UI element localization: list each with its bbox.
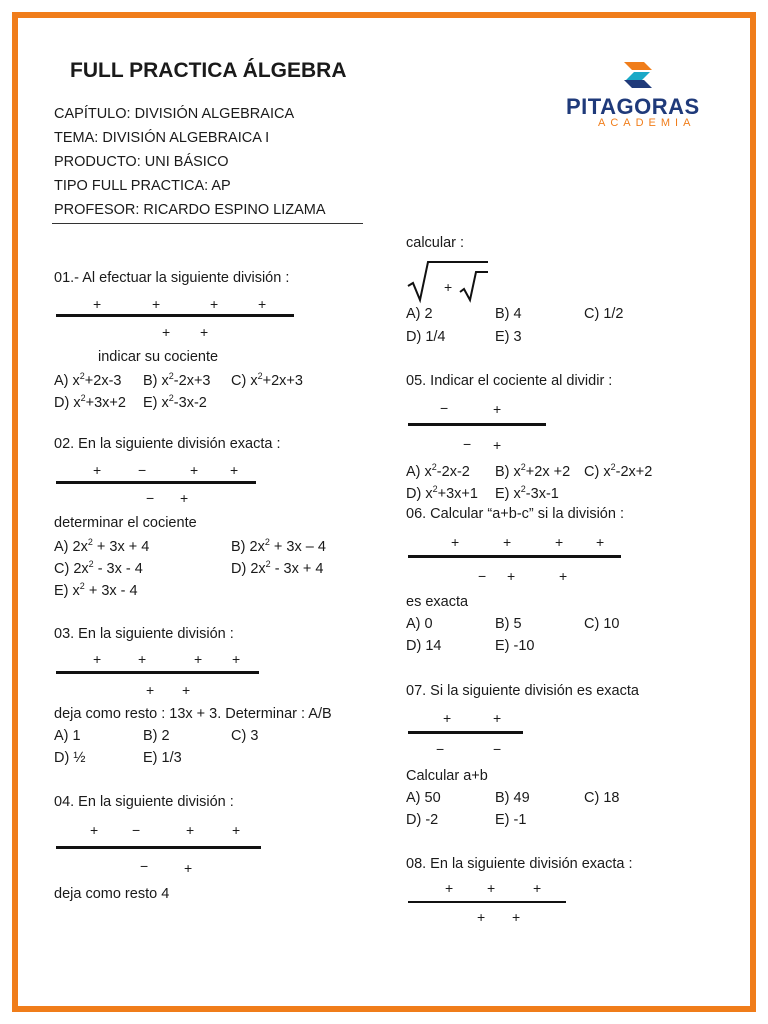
q02-option-b: B) $2x^2 + 3x - 4$ xyxy=(231,537,326,555)
q06-option-b: B) 5 xyxy=(495,616,522,632)
q04-option-d: D) 1/4 xyxy=(406,329,446,345)
q02-instruction: determinar el cociente xyxy=(54,515,197,531)
pitagoras-logo-icon xyxy=(620,60,656,92)
q04-stem: 04. En la siguiente división : xyxy=(54,794,234,810)
q02-num-sign: − xyxy=(138,462,147,478)
q04-radical-sign: + xyxy=(444,279,453,295)
q06-num-sign: + xyxy=(451,534,460,550)
q08-den-sign: + xyxy=(477,909,486,925)
q04-option-a: A) 2 xyxy=(406,306,433,322)
q07-fraction-bar xyxy=(408,731,523,734)
q03-option-c: C) 3 xyxy=(231,728,259,744)
q08-num-sign: + xyxy=(487,880,496,896)
q01-option-b: B) $x^2-2x+3$ xyxy=(143,371,211,389)
q02-den-sign: + xyxy=(180,490,189,506)
page-title: FULL PRACTICA ÁLGEBRA xyxy=(70,59,347,82)
q04-option-c: C) 1/2 xyxy=(584,306,624,322)
q04-calculate-label: calcular : xyxy=(406,235,465,251)
q03-num-sign: + xyxy=(93,651,102,667)
q02-option-a: A) $2x^2 + 3x + 4$ xyxy=(54,537,150,555)
q06-num-sign: + xyxy=(503,534,512,550)
q07-den-sign: − xyxy=(436,741,445,757)
q02-option-d: D) $2x^2 - 3x + 4$ xyxy=(231,559,324,577)
q08-fraction-bar xyxy=(408,901,566,903)
q05-den-sign: − xyxy=(463,436,472,452)
q07-option-a: A) 50 xyxy=(406,790,441,806)
q08-stem: 08. En la siguiente división exacta : xyxy=(406,856,633,872)
q04-option-b: B) 4 xyxy=(495,306,522,322)
meta-topic: TEMA: DIVISIÓN ALGEBRAICA I xyxy=(54,130,270,146)
q02-option-e: E) $x^2 + 3x - 4$ xyxy=(54,581,138,599)
q06-option-c: C) 10 xyxy=(584,616,620,632)
q07-num-sign: + xyxy=(443,710,452,726)
q03-instruction: deja como resto : 13x + 3. Determinar : A/B xyxy=(54,706,332,722)
q07-instruction: Calcular a+b xyxy=(406,768,488,784)
q06-stem: 06. Calcular “a+b-c” si la división : xyxy=(406,506,624,522)
q05-option-b: B) $x^2+2x +2$ xyxy=(495,462,571,480)
q08-den-sign: + xyxy=(512,909,521,925)
q04-den-sign: − xyxy=(140,858,149,874)
q03-option-a: A) 1 xyxy=(54,728,81,744)
q04-num-sign: − xyxy=(132,822,141,838)
q06-den-sign: + xyxy=(559,568,568,584)
q03-fraction-bar xyxy=(56,671,259,674)
q02-num-sign: + xyxy=(230,462,239,478)
q04-num-sign: + xyxy=(90,822,99,838)
q01-option-d: D) $x^2+3x+2$ xyxy=(54,393,126,411)
q07-stem: 07. Si la siguiente división es exacta xyxy=(406,683,639,699)
q01-option-e: E) $x^2-3x-2$ xyxy=(143,393,207,411)
meta-type: TIPO FULL PRACTICA: AP xyxy=(54,178,231,194)
q07-option-e: E) -1 xyxy=(495,812,527,828)
q01-fraction-bar xyxy=(56,314,294,317)
q01-num-sign: + xyxy=(210,296,219,312)
q05-stem: 05. Indicar el cociente al dividir : xyxy=(406,373,613,389)
q05-option-a: A) $x^2-2x-2$ xyxy=(406,462,470,480)
q05-option-d: D) $x^2+3x+1$ xyxy=(406,484,478,502)
q04-fraction-bar xyxy=(56,846,261,849)
q03-den-sign: + xyxy=(182,682,191,698)
q06-instruction: es exacta xyxy=(406,594,469,610)
q02-stem: 02. En la siguiente división exacta : xyxy=(54,436,281,452)
q06-option-e: E) -10 xyxy=(495,638,535,654)
q04-num-sign: + xyxy=(232,822,241,838)
q01-num-sign: + xyxy=(152,296,161,312)
logo-subtitle: ACADEMIA xyxy=(598,117,696,129)
q02-fraction-bar xyxy=(56,481,256,484)
q02-num-sign: + xyxy=(93,462,102,478)
q04-num-sign: + xyxy=(186,822,195,838)
q03-num-sign: + xyxy=(232,651,241,667)
q02-den-sign: − xyxy=(146,490,155,506)
q03-option-d: D) ½ xyxy=(54,750,86,766)
q01-den-sign: + xyxy=(200,324,209,340)
q05-den-sign: + xyxy=(493,437,502,453)
q01-num-sign: + xyxy=(258,296,267,312)
q07-option-c: C) 18 xyxy=(584,790,620,806)
q04-option-e: E) 3 xyxy=(495,329,522,345)
q06-option-d: D) 14 xyxy=(406,638,442,654)
q01-option-c: C) $x^2+2x+3$ xyxy=(231,371,303,389)
q03-num-sign: + xyxy=(194,651,203,667)
q03-stem: 03. En la siguiente división : xyxy=(54,626,234,642)
q06-den-sign: − xyxy=(478,568,487,584)
q05-fraction-bar xyxy=(408,423,546,426)
q06-num-sign: + xyxy=(555,534,564,550)
meta-product: PRODUCTO: UNI BÁSICO xyxy=(54,154,229,170)
q03-num-sign: + xyxy=(138,651,147,667)
logo-wordmark: PITAGORAS xyxy=(566,94,700,119)
meta-teacher: PROFESOR: RICARDO ESPINO LIZAMA xyxy=(54,202,326,218)
q04-instruction: deja como resto 4 xyxy=(54,886,170,902)
q02-num-sign: + xyxy=(190,462,199,478)
header-divider xyxy=(52,223,363,224)
q05-option-e: E) $x^2-3x-1$ xyxy=(495,484,559,502)
q03-den-sign: + xyxy=(146,682,155,698)
q03-option-b: B) 2 xyxy=(143,728,170,744)
q08-num-sign: + xyxy=(445,880,454,896)
q01-num-sign: + xyxy=(93,296,102,312)
q06-fraction-bar xyxy=(408,555,621,558)
q07-option-b: B) 49 xyxy=(495,790,530,806)
q05-option-c: C) $x^2-2x+2$ xyxy=(584,462,653,480)
q07-num-sign: + xyxy=(493,710,502,726)
q03-option-e: E) 1/3 xyxy=(143,750,182,766)
meta-chapter: CAPÍTULO: DIVISIÓN ALGEBRAICA xyxy=(54,106,295,122)
q06-den-sign: + xyxy=(507,568,516,584)
q05-num-sign: − xyxy=(440,400,449,416)
q01-den-sign: + xyxy=(162,324,171,340)
q07-option-d: D) -2 xyxy=(406,812,439,828)
q07-den-sign: − xyxy=(493,741,502,757)
q01-instruction: indicar su cociente xyxy=(98,349,219,365)
q01-option-a: A) $x^2+2x-3$ xyxy=(54,371,122,389)
q02-option-c: C) $2x^2 - 3x - 4$ xyxy=(54,559,143,577)
q05-num-sign: + xyxy=(493,401,502,417)
q01-stem: 01.- Al efectuar la siguiente división : xyxy=(54,270,290,286)
q08-num-sign: + xyxy=(533,880,542,896)
q06-num-sign: + xyxy=(596,534,605,550)
q04-den-sign: + xyxy=(184,860,193,876)
q06-option-a: A) 0 xyxy=(406,616,433,632)
